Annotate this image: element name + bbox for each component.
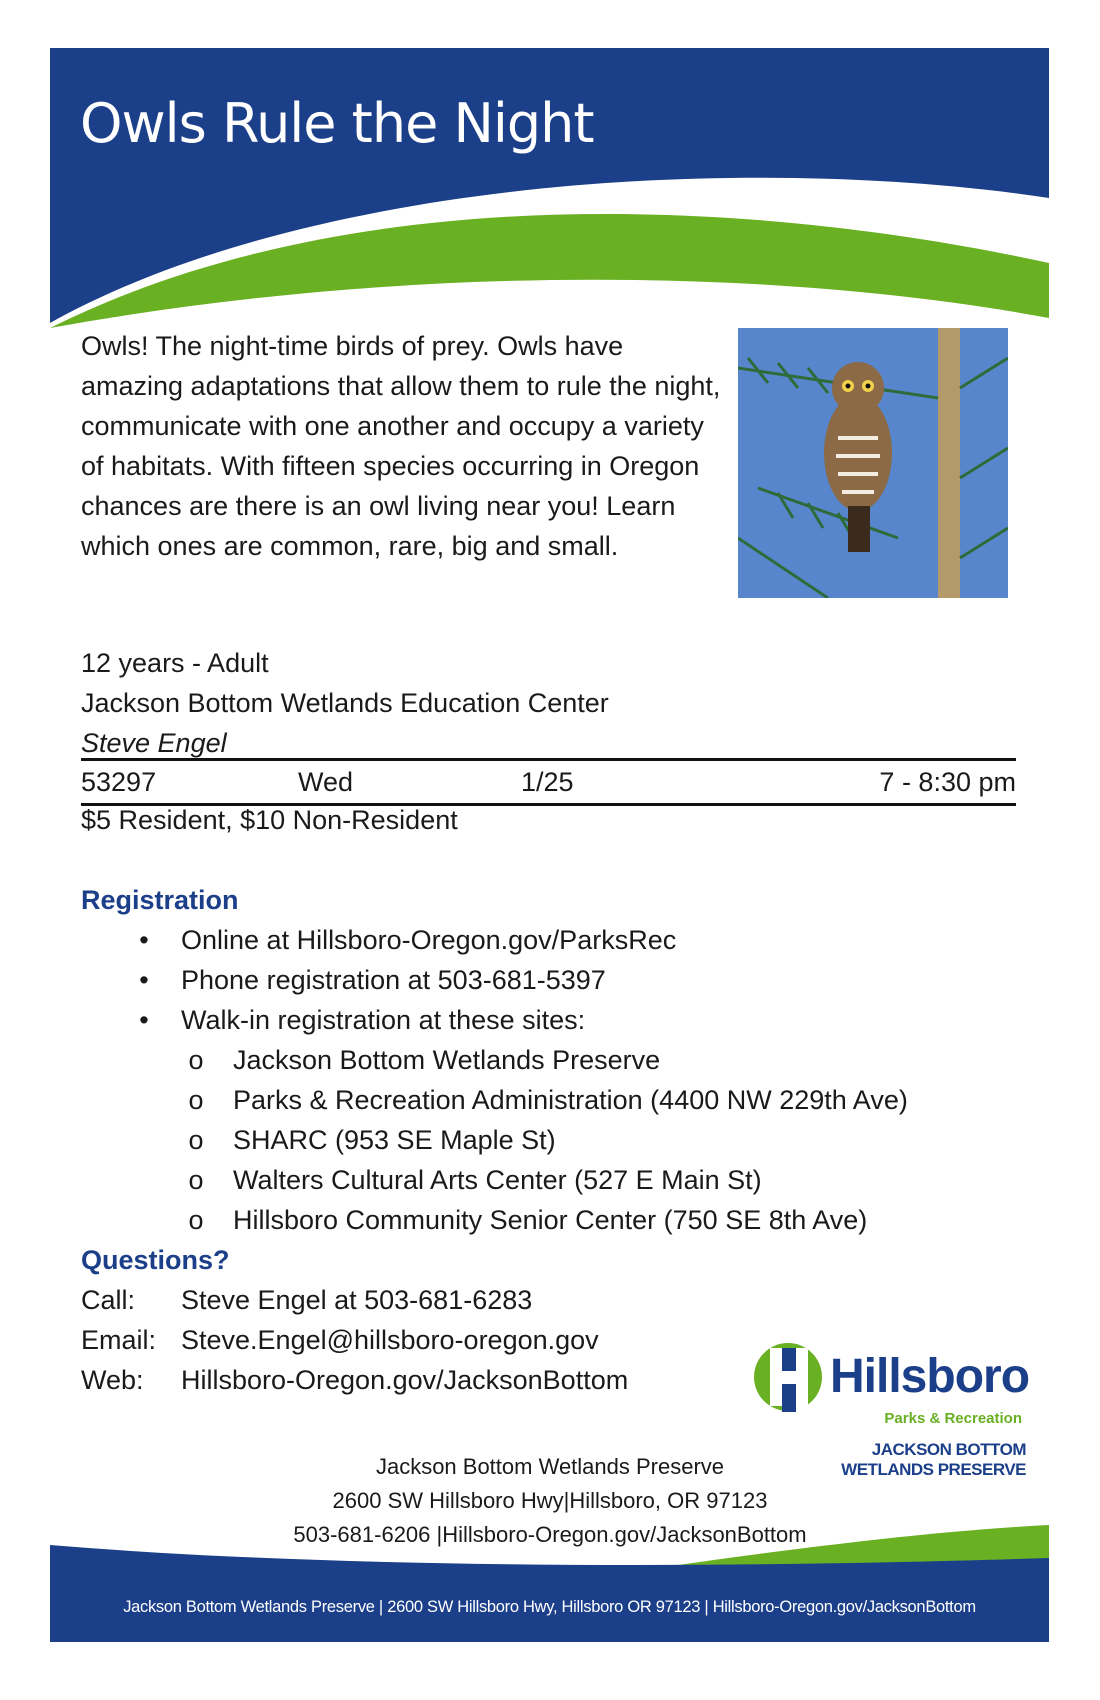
registration-list	[81, 920, 1041, 1240]
class-code: 53297	[81, 767, 157, 797]
logo-name: Hillsboro	[830, 1350, 1030, 1403]
list-item	[81, 1080, 1041, 1120]
web-link[interactable]: Hillsboro-Oregon.gov/JacksonBottom	[181, 1365, 629, 1395]
walk-in-site: Walters Cultural Arts Center (527 E Main St)	[233, 1165, 762, 1195]
location: Jackson Bottom Wetlands Education Center	[81, 688, 609, 718]
sub-bullet-icon: o	[188, 1085, 204, 1115]
registration-online: Online at Hillsboro-Oregon.gov/ParksRec	[181, 925, 677, 955]
class-schedule-row	[81, 758, 1016, 806]
walk-in-site: SHARC (953 SE Maple St)	[233, 1125, 556, 1155]
sub-bullet-icon: o	[188, 1125, 204, 1155]
address-line: 2600 SW Hillsboro Hwy|Hillsboro, OR 97123	[332, 1488, 768, 1513]
audience: 12 years - Adult	[81, 648, 269, 678]
walk-in-site: Jackson Bottom Wetlands Preserve	[233, 1045, 661, 1075]
registration-phone: Phone registration at 503-681-5397	[181, 965, 606, 995]
class-time: 7 - 8:30 pm	[879, 767, 1016, 797]
address-line: 503-681-6206 |Hillsboro-Oregon.gov/JacksonBottom	[293, 1522, 807, 1547]
email-link[interactable]: Steve.Engel@hillsboro-oregon.gov	[181, 1325, 599, 1355]
fee: $5 Resident, $10 Non-Resident	[81, 805, 458, 835]
list-item	[81, 1000, 1041, 1040]
list-item	[81, 1040, 1041, 1080]
sub-bullet-icon: o	[188, 1165, 204, 1195]
call-label: Call:	[81, 1285, 136, 1315]
list-item	[81, 1120, 1041, 1160]
bullet-icon: •	[139, 925, 149, 955]
web-label: Web:	[81, 1365, 144, 1395]
intro-paragraph: Owls! The night-time birds of prey. Owls have amazing adaptations that allow them to rule the night, communicate with one another and occupy a variety of habitats. With fifteen species occurring in Oregon chances are there is an owl living near you! Learn which ones are common, rare, big and small.	[81, 331, 721, 561]
instructor: Steve Engel	[81, 728, 227, 758]
registration-walk-in: Walk-in registration at these sites:	[181, 1005, 586, 1035]
hillsboro-h-logo-icon	[752, 1340, 824, 1414]
list-item	[81, 920, 1041, 960]
footer-text: Jackson Bottom Wetlands Preserve | 2600 SW Hillsboro Hwy, Hillsboro OR 97123 | Hillsboro-Oregon.gov/JacksonBottom	[123, 1598, 976, 1616]
header-banner	[50, 48, 1049, 328]
walk-in-site: Hillsboro Community Senior Center (750 SE 8th Ave)	[233, 1205, 868, 1235]
page-title: Owls Rule the Night	[80, 92, 594, 155]
list-item	[81, 1200, 1041, 1240]
class-day: Wed	[298, 767, 354, 797]
owl-photo-icon	[738, 328, 1008, 598]
address-line: Jackson Bottom Wetlands Preserve	[375, 1454, 725, 1479]
sub-bullet-icon: o	[188, 1045, 204, 1075]
email-label: Email:	[81, 1325, 157, 1355]
logo-subname: Parks & Recreation	[884, 1410, 1022, 1427]
logo-preserve-line: JACKSON BOTTOM	[871, 1440, 1026, 1459]
bullet-icon: •	[139, 965, 149, 995]
call-value: Steve Engel at 503-681-6283	[181, 1285, 533, 1315]
logo-preserve-line: WETLANDS PRESERVE	[841, 1460, 1026, 1479]
footer-banner	[50, 1520, 1049, 1642]
list-item	[81, 1160, 1041, 1200]
list-item	[81, 960, 1041, 1000]
walk-in-site: Parks & Recreation Administration (4400 NW 229th Ave)	[233, 1085, 908, 1115]
questions-heading: Questions?	[81, 1245, 230, 1275]
class-date: 1/25	[521, 767, 574, 797]
sub-bullet-icon: o	[188, 1205, 204, 1235]
registration-heading: Registration	[81, 885, 239, 915]
bullet-icon: •	[139, 1005, 149, 1035]
